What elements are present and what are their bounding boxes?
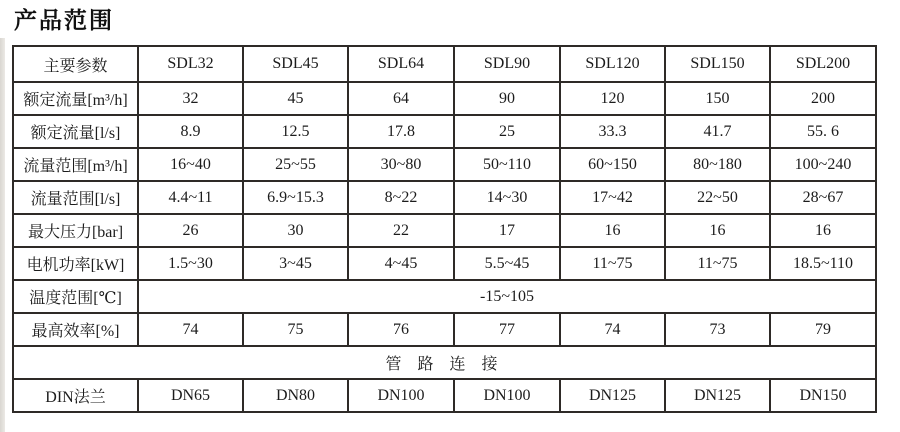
- table-cell: 16: [770, 214, 876, 247]
- product-range-table: [12, 45, 877, 413]
- row-label: DIN法兰: [13, 379, 138, 412]
- table-cell: 17: [454, 214, 560, 247]
- column-header-model-sdl120: SDL120: [560, 46, 665, 82]
- table-row-flow-range-m3h: [13, 148, 876, 181]
- table-cell: 3~45: [243, 247, 348, 280]
- table-header-row: [13, 46, 876, 82]
- table-cell: 74: [560, 313, 665, 346]
- table-cell: 18.5~110: [770, 247, 876, 280]
- table-cell: 11~75: [665, 247, 770, 280]
- column-header-model-sdl32: SDL32: [138, 46, 243, 82]
- table-row-rated-flow-ls: [13, 115, 876, 148]
- table-cell: 16~40: [138, 148, 243, 181]
- table-cell: DN125: [560, 379, 665, 412]
- table-cell: 17~42: [560, 181, 665, 214]
- table-cell: 60~150: [560, 148, 665, 181]
- table-cell: 28~67: [770, 181, 876, 214]
- table-cell: 22~50: [665, 181, 770, 214]
- table-cell: 150: [665, 82, 770, 115]
- table-cell: 79: [770, 313, 876, 346]
- table-cell: 30~80: [348, 148, 454, 181]
- table-cell: 1.5~30: [138, 247, 243, 280]
- table-cell: 55. 6: [770, 115, 876, 148]
- table-cell: 32: [138, 82, 243, 115]
- row-label: 最大压力[bar]: [13, 214, 138, 247]
- table-cell: 17.8: [348, 115, 454, 148]
- table-cell: 75: [243, 313, 348, 346]
- table-cell: DN125: [665, 379, 770, 412]
- table-cell: 50~110: [454, 148, 560, 181]
- table-cell: 26: [138, 214, 243, 247]
- row-label: 额定流量[m³/h]: [13, 82, 138, 115]
- column-header-model-sdl90: SDL90: [454, 46, 560, 82]
- table-row-temperature-range: [13, 280, 876, 313]
- table-row-din-flange: [13, 379, 876, 412]
- table-cell: 33.3: [560, 115, 665, 148]
- table-cell: 80~180: [665, 148, 770, 181]
- table-row-pipe-connection-section: [13, 346, 876, 379]
- table-cell: 64: [348, 82, 454, 115]
- table-cell: 11~75: [560, 247, 665, 280]
- table-cell: 4.4~11: [138, 181, 243, 214]
- row-label: 流量范围[l/s]: [13, 181, 138, 214]
- table-cell: 100~240: [770, 148, 876, 181]
- table-row-flow-range-ls: [13, 181, 876, 214]
- table-cell: DN150: [770, 379, 876, 412]
- table-cell: 200: [770, 82, 876, 115]
- column-header-param: 主要参数: [13, 46, 138, 82]
- page-title: 产品范围: [14, 7, 114, 33]
- table-cell: 41.7: [665, 115, 770, 148]
- table-cell: 8~22: [348, 181, 454, 214]
- temperature-range-value: -15~105: [138, 280, 876, 313]
- table-cell: DN100: [454, 379, 560, 412]
- table-cell: 74: [138, 313, 243, 346]
- table-cell: 90: [454, 82, 560, 115]
- column-header-model-sdl64: SDL64: [348, 46, 454, 82]
- column-header-model-sdl150: SDL150: [665, 46, 770, 82]
- table-cell: 25: [454, 115, 560, 148]
- row-label: 温度范围[℃]: [13, 280, 138, 313]
- row-label: 额定流量[l/s]: [13, 115, 138, 148]
- table-cell: 77: [454, 313, 560, 346]
- table-row-max-efficiency: [13, 313, 876, 346]
- table-cell: 22: [348, 214, 454, 247]
- table-cell: 6.9~15.3: [243, 181, 348, 214]
- table-cell: 4~45: [348, 247, 454, 280]
- table-cell: 12.5: [243, 115, 348, 148]
- row-label: 流量范围[m³/h]: [13, 148, 138, 181]
- table-cell: 76: [348, 313, 454, 346]
- column-header-model-sdl200: SDL200: [770, 46, 876, 82]
- table-row-max-pressure: [13, 214, 876, 247]
- pipe-connection-section-header: 管 路 连 接: [13, 346, 876, 379]
- table-row-rated-flow-m3h: [13, 82, 876, 115]
- table-cell: DN80: [243, 379, 348, 412]
- table-cell: 16: [665, 214, 770, 247]
- table-cell: 45: [243, 82, 348, 115]
- table-cell: 73: [665, 313, 770, 346]
- table-cell: 120: [560, 82, 665, 115]
- table-cell: 5.5~45: [454, 247, 560, 280]
- scan-edge-artifact: [0, 38, 5, 432]
- table-cell: DN65: [138, 379, 243, 412]
- row-label: 电机功率[kW]: [13, 247, 138, 280]
- table-cell: DN100: [348, 379, 454, 412]
- row-label: 最高效率[%]: [13, 313, 138, 346]
- table-cell: 30: [243, 214, 348, 247]
- column-header-model-sdl45: SDL45: [243, 46, 348, 82]
- table-cell: 25~55: [243, 148, 348, 181]
- table-cell: 14~30: [454, 181, 560, 214]
- table-row-motor-power: [13, 247, 876, 280]
- table-cell: 8.9: [138, 115, 243, 148]
- table-cell: 16: [560, 214, 665, 247]
